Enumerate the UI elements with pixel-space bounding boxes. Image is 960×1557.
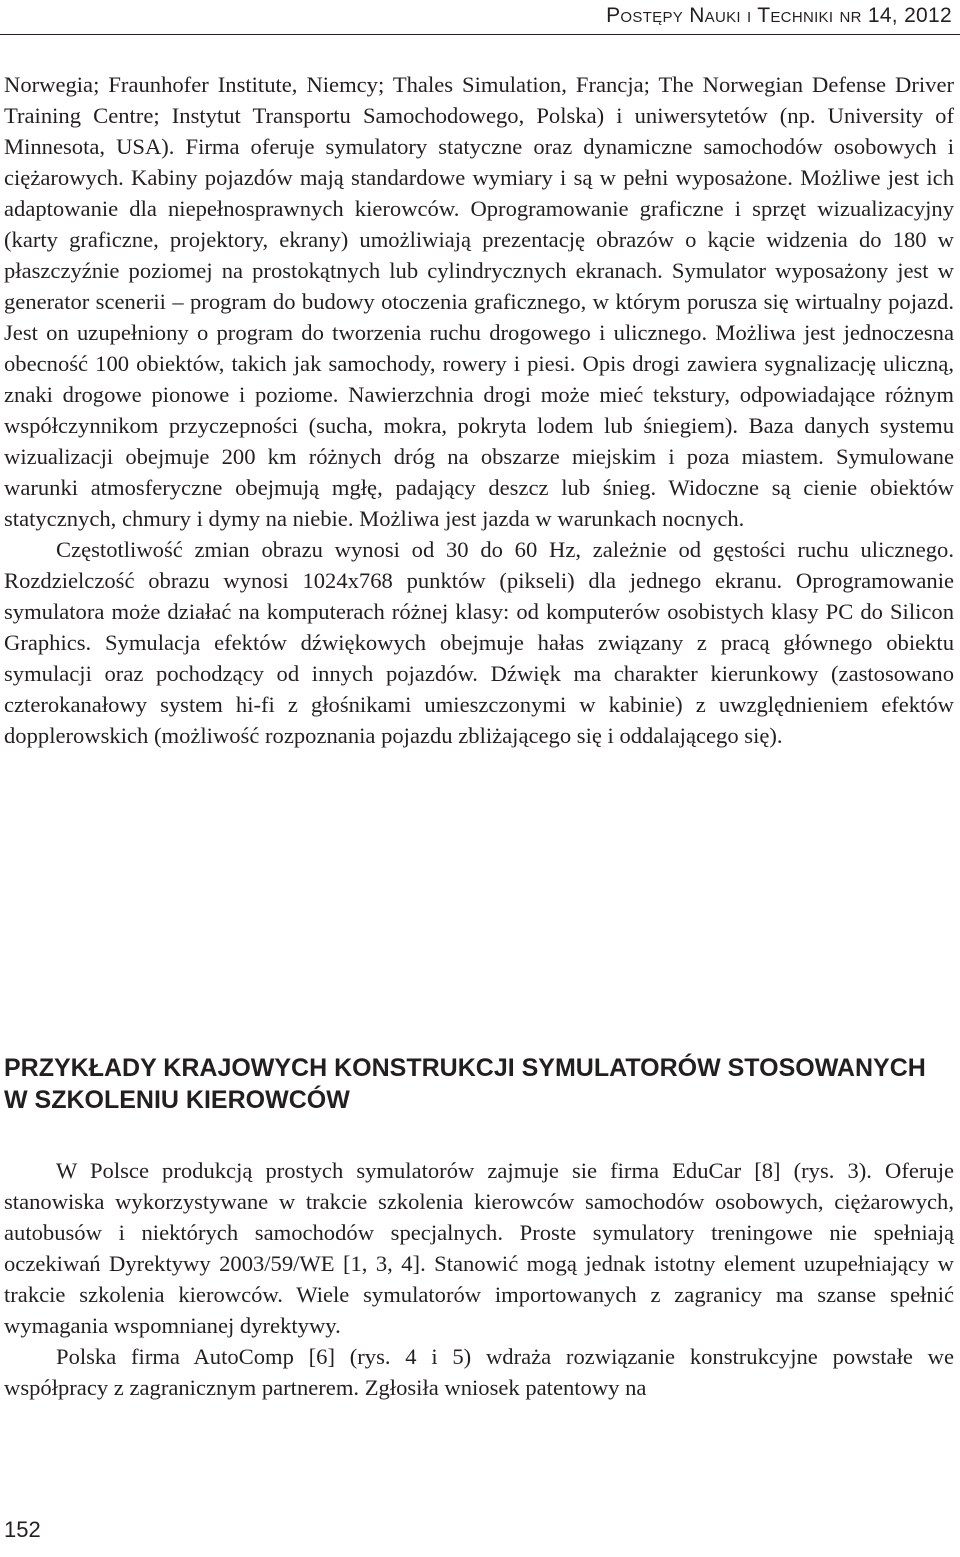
section-heading: PRZYKŁADY KRAJOWYCH KONSTRUKCJI SYMULATORÓW STOSOWANYCH W SZKOLENIU KIEROWCÓW [4,1054,926,1114]
body-text-block-2 [4,1155,954,1403]
page-number: 152 [4,1517,41,1542]
header-rule [0,34,960,35]
paragraph-continued: Norwegia; Fraunhofer Institute, Niemcy; Thales Simulation, Francja; The Norwegian Defense Driver Training Centre; Instytut Transportu Samochodowego, Polska) i uniwersytetów (np. University of Minnesota, USA). Firma oferuje symulatory statyczne oraz dynamiczne samochodów osobowych i ciężarowych. Kabiny pojazdów mają standardowe wymiary i są w pełni wyposażone. Możliwe jest ich adaptowanie dla niepełnosprawnych kierowców. Oprogramowanie graficzne i sprzęt wizualizacyjny (karty graficzne, projektory, ekrany) umożliwiają prezentację obrazów o kącie widzenia do 180 w płaszczyźnie poziomej na prostokątnych lub cylindrycznych ekranach. Symulator wyposażony jest w generator scenerii – program do budowy otoczenia graficznego, w którym porusza się wirtualny pojazd. Jest on uzupełniony o program do tworzenia ruchu drogowego i ulicznego. Możliwa jest jednoczesna obecność 100 obiektów, takich jak samochody, rowery i piesi. Opis drogi zawiera sygnalizację uliczną, znaki drogowe pionowe i poziome. Nawierzchnia drogi może mieć tekstury, odpowiadające różnym współczynnikom przyczepności (sucha, mokra, pokryta lodem lub śniegiem). Baza danych systemu wizualizacji obejmuje 200 km różnych dróg na obszarze miejskim i poza miastem. Symulowane warunki atmosferyczne obejmują mgłę, padający deszcz lub śnieg. Widoczne są cienie obiektów statycznych, chmury i dymy na niebie. Możliwa jest jazda w warunkach nocnych. [4,72,954,531]
paragraph: Częstotliwość zmian obrazu wynosi od 30 do 60 Hz, zależnie od gęstości ruchu ulicznego. Rozdzielczość obrazu wynosi 1024x768 punktów (pikseli) dla jednego ekranu. Oprogramowanie symulatora może działać na komputerach różnej klasy: od komputerów osobistych klasy PC do Silicon Graphics. Symulacja efektów dźwiękowych obejmuje hałas związany z pracą głównego obiektu symulacji oraz pochodzący od innych pojazdów. Dźwięk ma charakter kierunkowy (zastosowano czterokanałowy system hi-fi z głośnikami umieszczonymi w kabinie) z uwzględnieniem efektów dopplerowskich (możliwość rozpoznania pojazdu zbliżającego się i oddalającego się). [4,537,954,748]
paragraph: Polska firma AutoComp [6] (rys. 4 i 5) wdraża rozwiązanie konstrukcyjne powstałe we współpracy z zagranicznym partnerem. Zgłosiła wniosek patentowy na [4,1344,954,1400]
paragraph: W Polsce produkcją prostych symulatorów zajmuje sie firma EduCar [8] (rys. 3). Oferuje stanowiska wykorzystywane w trakcie szkolenia kierowców samochodów osobowych, ciężarowych, autobusów i niektórych samochodów specjalnych. Proste symulatory treningowe nie spełniają oczekiwań Dyrektywy 2003/59/WE [1, 3, 4]. Stanowić mogą jednak istotny element uzupełniający w trakcie szkolenia kierowców. Wiele symulatorów importowanych z zagranicy ma szanse spełnić wymagania wspomnianej dyrektywy. [4,1158,954,1338]
body-text-block-1 [4,69,954,751]
running-header: Postępy Nauki i Techniki nr 14, 2012 [606,4,952,27]
